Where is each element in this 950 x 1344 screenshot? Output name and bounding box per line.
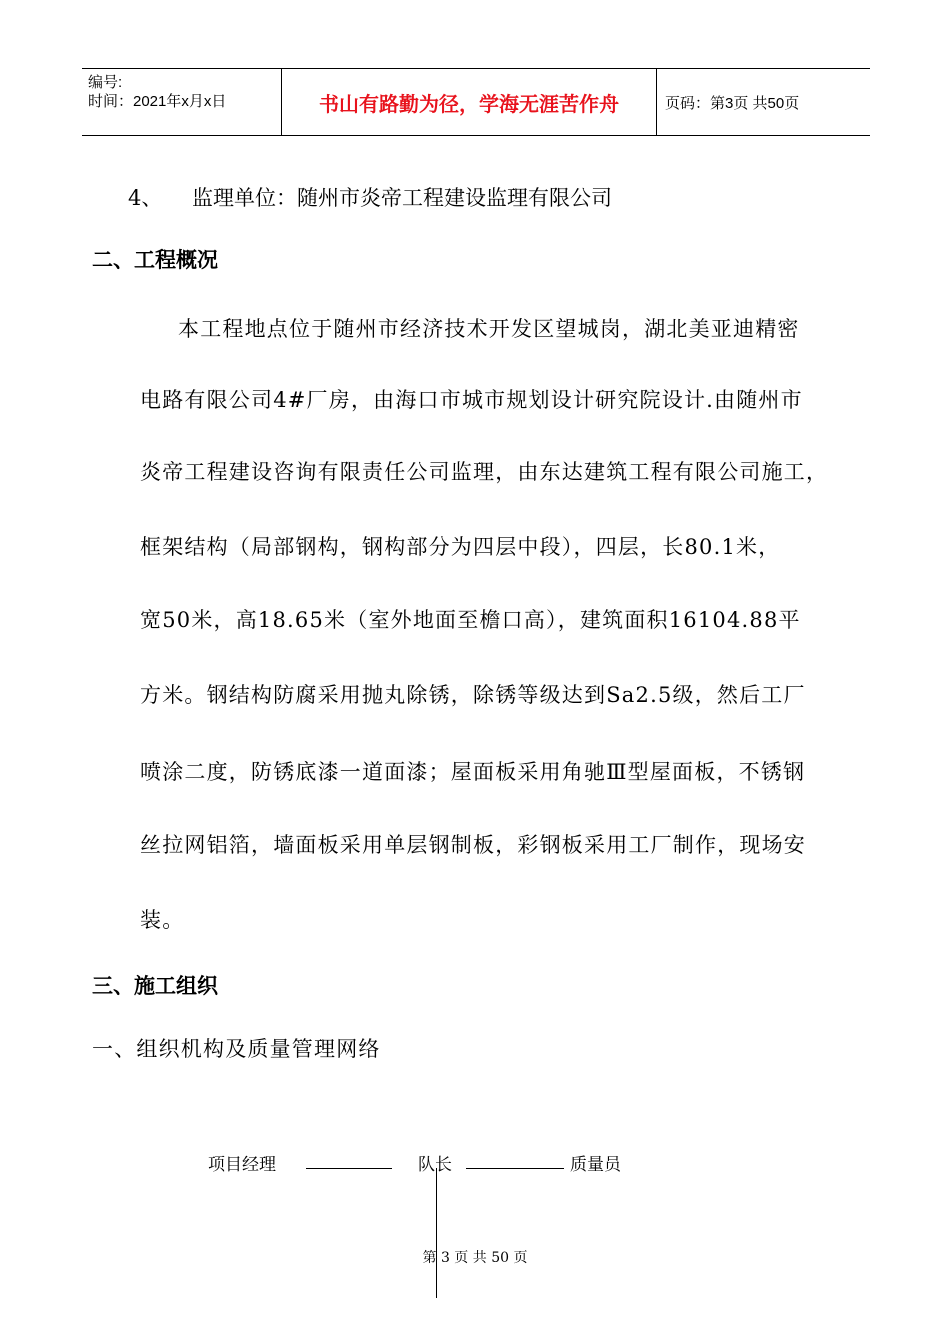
paragraph-line: 喷涂二度，防锈底漆一道面漆；屋面板采用角驰Ⅲ型屋面板，不锈钢: [140, 760, 806, 784]
supervision-unit-text: 监理单位：随州市炎帝工程建设监理有限公司: [192, 186, 612, 210]
motto-text: 书山有路勤为径，学海无涯苦作舟: [319, 91, 619, 116]
header-meta-cell: [82, 69, 282, 135]
page-info-text: 页码：第3页 共50页: [665, 94, 800, 112]
page-footer: 第 3 页 共 50 页: [422, 1250, 528, 1266]
header-table: [82, 68, 870, 136]
org-quality-officer: 质量员: [570, 1155, 621, 1175]
paragraph-line: 丝拉网铝箔，墙面板采用单层钢制板，彩钢板采用工厂制作，现场安: [140, 833, 806, 857]
motto-cell: [282, 69, 657, 135]
time-label: 时间：2021年x月x日: [88, 93, 227, 110]
paragraph-line: 宽50米，高18.65米（室外地面至檐口高），建筑面积16104.88平: [140, 608, 801, 632]
number-label: 编号:: [88, 74, 123, 91]
org-structure-subheading: 一、组织机构及质量管理网络: [92, 1037, 381, 1061]
section-heading-overview: 二、工程概况: [92, 248, 218, 272]
section-heading-construction-org: 三、施工组织: [92, 974, 218, 998]
org-project-manager: 项目经理: [208, 1155, 276, 1175]
page-info-cell: [657, 69, 870, 135]
paragraph-line: 电路有限公司4#厂房，由海口市城市规划设计研究院设计.由随州市: [140, 388, 803, 412]
paragraph-line: 炎帝工程建设咨询有限责任公司监理，由东达建筑工程有限公司施工，: [140, 460, 829, 484]
paragraph-line: 本工程地点位于随州市经济技术开发区望城岗，湖北美亚迪精密: [178, 317, 800, 341]
paragraph-line: 框架结构（局部钢构，钢构部分为四层中段），四层，长80.1米，: [140, 535, 781, 559]
org-connector-line: [306, 1168, 392, 1169]
org-vertical-connector: [436, 1168, 437, 1298]
item-number: 4、: [128, 186, 163, 210]
org-team-leader: 队长: [418, 1155, 452, 1175]
paragraph-line: 装。: [140, 908, 185, 932]
org-connector-line: [466, 1168, 564, 1169]
supervision-unit-item: [128, 182, 612, 212]
paragraph-line: 方米。钢结构防腐采用抛丸除锈，除锈等级达到Sa2.5级，然后工厂: [140, 683, 806, 707]
